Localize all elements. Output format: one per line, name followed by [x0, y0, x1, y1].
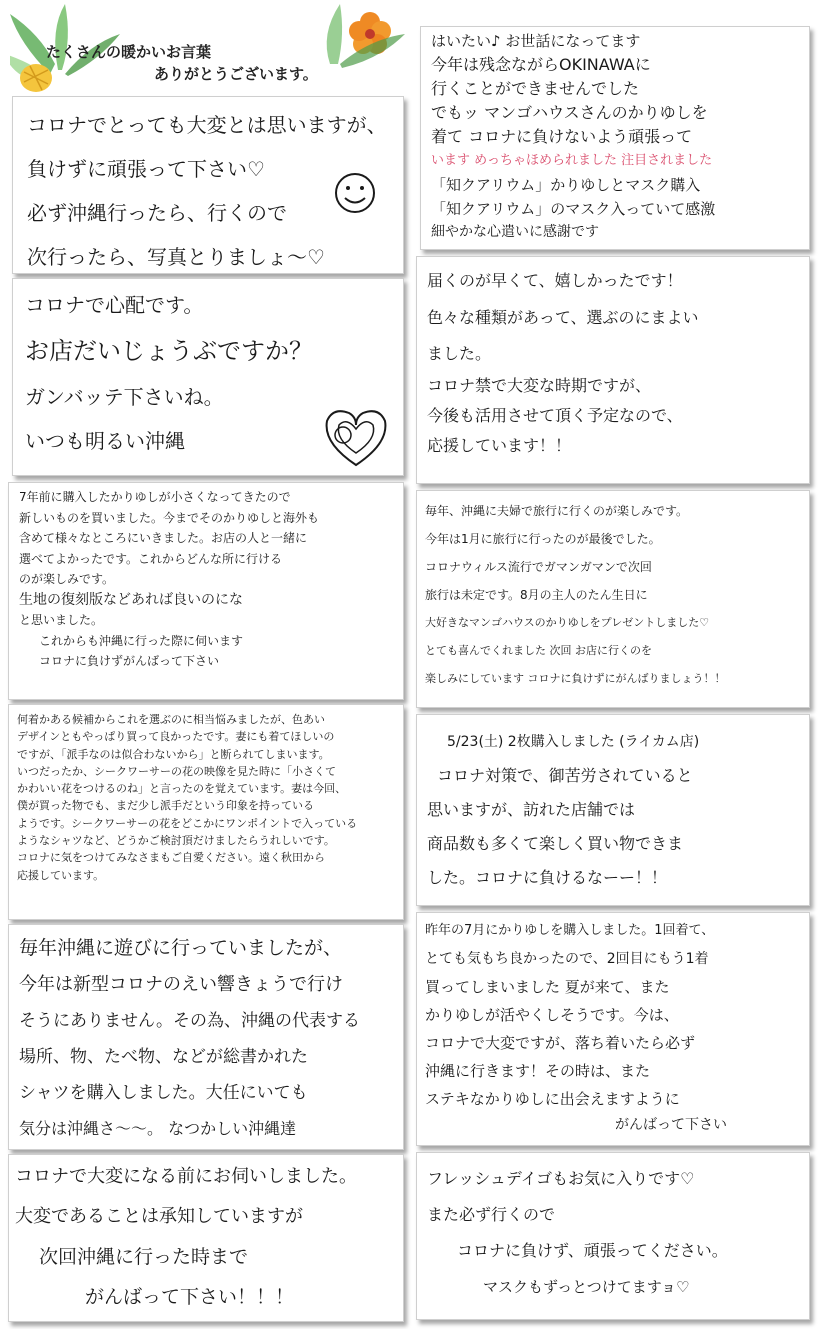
message-line: デザインともやっぱり買って良かったです。妻にも着てほしいの	[17, 730, 335, 744]
message-line: ステキなかりゆしに出会えますように	[425, 1090, 680, 1108]
message-card	[8, 704, 404, 920]
message-line: 7年前に購入したかりゆしが小さくなってきたので	[19, 490, 291, 504]
message-line: 行くことができませんでした	[431, 79, 640, 98]
title-line-1: たくさんの暖かいお言葉	[46, 44, 212, 61]
message-line: コロナで心配です。	[25, 293, 204, 317]
message-line: 生地の復刻版などあれば良いのにな	[19, 591, 243, 608]
message-line: 「知クアリウム」のマスク入っていて感激	[431, 200, 716, 218]
message-line: 場所、物、たべ物、などが総書かれた	[19, 1047, 308, 1067]
message-line: した。コロナに負けるなーー！！	[427, 868, 668, 887]
message-line: コロナ対策で、御苦労されていると	[437, 766, 693, 785]
message-line: コロナで大変になる前にお伺いしました。	[15, 1166, 357, 1187]
message-line: いつだったか、シークワーサーの花の映像を見た時に「小さくて	[17, 764, 336, 778]
message-line: がんばって下さい！！！	[85, 1286, 295, 1308]
message-line: 買ってしまいました 夏が来て、また	[425, 978, 670, 996]
message-line: のが楽しみです。	[19, 572, 115, 586]
message-line: 次回沖縄に行った時まで	[39, 1246, 249, 1268]
message-line: 今年は新型コロナのえい響きょうで行け	[19, 974, 343, 995]
message-card	[12, 96, 404, 274]
message-line: がんばって下さい	[615, 1117, 727, 1133]
message-line: 選べてよかったです。これからどんな所に行ける	[19, 551, 283, 566]
message-card	[8, 1154, 404, 1322]
message-line: ました。	[427, 344, 492, 363]
message-line: 今年は残念ながらOKINAWAに	[431, 55, 651, 74]
message-line: いつも明るい沖縄	[25, 429, 185, 453]
message-line: 必ず沖縄行ったら、行くので	[27, 201, 287, 225]
smiley-icon	[333, 171, 377, 215]
message-line: でもッ マンゴハウスさんのかりゆしを	[431, 103, 708, 122]
message-line: コロナウィルス流行でガマンガマンで次回	[425, 560, 652, 574]
message-line: フレッシュデイゴもお気に入りです♡	[427, 1169, 695, 1188]
message-line: かわいい花をつけるのね」と言ったのを覚えています。妻は今回、	[17, 782, 347, 796]
message-card	[416, 714, 810, 906]
message-line: 応援しています！！	[427, 436, 572, 455]
message-line: 5/23(土) 2枚購入しました (ライカム店)	[447, 734, 700, 750]
message-line: コロナに負けず、頑張ってください。	[457, 1241, 728, 1260]
message-card	[416, 912, 810, 1146]
heart-doodle-icon	[319, 405, 393, 469]
message-line: とても喜んでくれました 次回 お店に行くのを	[425, 644, 652, 657]
message-line: 新しいものを買いました。今までそのかりゆしと海外も	[19, 510, 320, 525]
message-line: 何着かある候補からこれを選ぶのに相当悩みましたが、色あい	[17, 713, 325, 726]
message-line: 思いますが、訪れた店舗では	[427, 800, 636, 819]
message-card	[8, 482, 404, 700]
message-line: 大好きなマンゴハウスのかりゆしをプレゼントしました♡	[425, 616, 710, 629]
message-card	[8, 924, 404, 1150]
message-line: 応援しています。	[17, 868, 105, 882]
message-line: コロナ禁で大変な時期ですが、	[427, 376, 652, 395]
message-card	[416, 256, 810, 484]
message-line: います めっちゃほめられました 注目されました	[431, 153, 713, 168]
page-title	[46, 42, 406, 86]
message-card	[12, 278, 404, 476]
message-line: 含めて様々なところにいきました。お店の人と一緒に	[19, 531, 308, 545]
message-card	[416, 1152, 810, 1320]
title-line-2: ありがとうございます。	[154, 66, 318, 83]
message-line: 負けずに頑張って下さい♡	[27, 157, 265, 181]
message-line: 細やかな心遣いに感謝です	[431, 224, 599, 240]
message-line: そうにありません。その為、沖縄の代表する	[19, 1011, 361, 1031]
message-line: 次行ったら、写真とりましょ〜♡	[27, 245, 325, 269]
message-line: 今後も活用させて頂く予定なので、	[427, 406, 683, 425]
message-line: 大変であることは承知していますが	[15, 1206, 303, 1227]
message-line: と思いました。	[19, 613, 104, 627]
message-line: コロナに負けずがんばって下さい	[39, 654, 220, 668]
message-line: 旅行は未定です。8月の主人のたん生日に	[425, 588, 648, 602]
message-line: また必ず行くので	[427, 1205, 556, 1224]
message-line: 昨年の7月にかりゆしを購入しました。1回着て、	[425, 923, 715, 938]
message-line: 今年は1月に旅行に行ったのが最後でした。	[425, 532, 661, 546]
message-line: ですが、「派手なのは似合わないから」と断られてしまいます。	[17, 747, 330, 761]
message-line: 気分は沖縄さ〜〜。 なつかしい沖縄達	[19, 1119, 297, 1138]
message-line: かりゆしが活やくしそうです。今は、	[425, 1006, 679, 1024]
message-line: ガンバッテ下さいね。	[25, 385, 224, 409]
message-line: とても気もち良かったので、2回目にもう1着	[425, 951, 709, 967]
message-line: 毎年、沖縄に夫婦で旅行に行くのが楽しみです。	[425, 504, 689, 518]
message-line: 僕が買った物でも、まだ少し派手だという印象を持っている	[17, 799, 314, 813]
message-line: 着て コロナに負けないよう頑張って	[431, 127, 693, 146]
message-line: 楽しみにしています コロナに負けずにがんばりましょう！！	[425, 672, 726, 685]
message-line: これからも沖縄に行った際に伺います	[39, 633, 244, 648]
message-line: 毎年沖縄に遊びに行っていましたが、	[19, 937, 343, 959]
message-card	[420, 26, 810, 250]
message-card	[416, 490, 810, 708]
message-line: 色々な種類があって、選ぶのにまよい	[427, 308, 699, 327]
message-line: コロナでとっても大変とは思いますが、	[27, 113, 387, 137]
message-line: コロナに気をつけてみなさまもご自愛ください。遠く秋田から	[17, 851, 325, 865]
message-line: ようなシャツなど、どうかご検討頂だけましたらうれしいです。	[17, 834, 335, 848]
message-line: 沖縄に行きます！その時は、また	[425, 1062, 651, 1080]
header-banner	[10, 4, 410, 92]
message-line: 「知クアリウム」かりゆしとマスク購入	[431, 176, 701, 194]
message-line: マスクもずっとつけてますョ♡	[483, 1278, 690, 1296]
message-line: はいたい♪ お世話になってます	[431, 32, 641, 50]
message-line: ようです。シークワーサーの花をどこかにワンポイントで入っている	[17, 816, 358, 830]
message-line: お店だいじょうぶですか？	[25, 337, 313, 365]
message-line: 届くのが早くて、嬉しかったです！	[427, 271, 683, 290]
message-line: シャツを購入しました。大任にいても	[19, 1083, 308, 1103]
message-line: 商品数も多くて楽しく買い物できま	[427, 834, 684, 853]
message-line: コロナで大変ですが、落ち着いたら必ず	[425, 1034, 696, 1052]
